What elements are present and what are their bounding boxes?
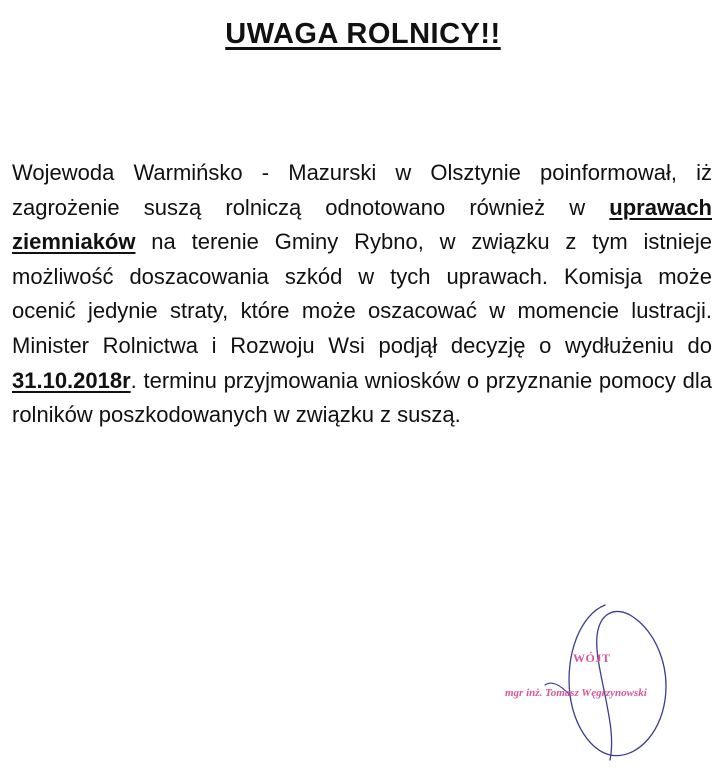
body-text-part-2: na terenie Gminy Rybno, w związku z tym istnieje możliwość doszacowania szkód w tych uprawach. Komisja może ocenić jedynie straty, które może oszacować w momencie lustracji. Minister Rolnictwa i Rozwoju Wsi podjął decyzję o wydłużeniu do	[12, 229, 712, 358]
stamp-name: mgr inż. Tomasz Węgrzynowski	[505, 687, 647, 699]
body-text-part-3: . terminu przyjmowania wniosków o przyznanie pomocy dla rolników poszkodowanych w związku z suszą.	[12, 367, 712, 428]
highlight-potato-crops: uprawach ziemniaków	[12, 194, 712, 255]
stamp-title: WÓJT	[573, 651, 611, 665]
announcement-title	[0, 18, 726, 51]
announcement-body	[12, 156, 712, 433]
body-text-part-1: Wojewoda Warmińsko - Mazurski w Olsztynie poinformował, iż zagrożenie suszą rolniczą odnotowano również w	[12, 160, 712, 220]
announcement-title-text: UWAGA ROLNICY!!	[225, 18, 501, 50]
official-stamp	[505, 645, 695, 715]
highlight-deadline-date: 31.10.2018r	[12, 367, 131, 393]
